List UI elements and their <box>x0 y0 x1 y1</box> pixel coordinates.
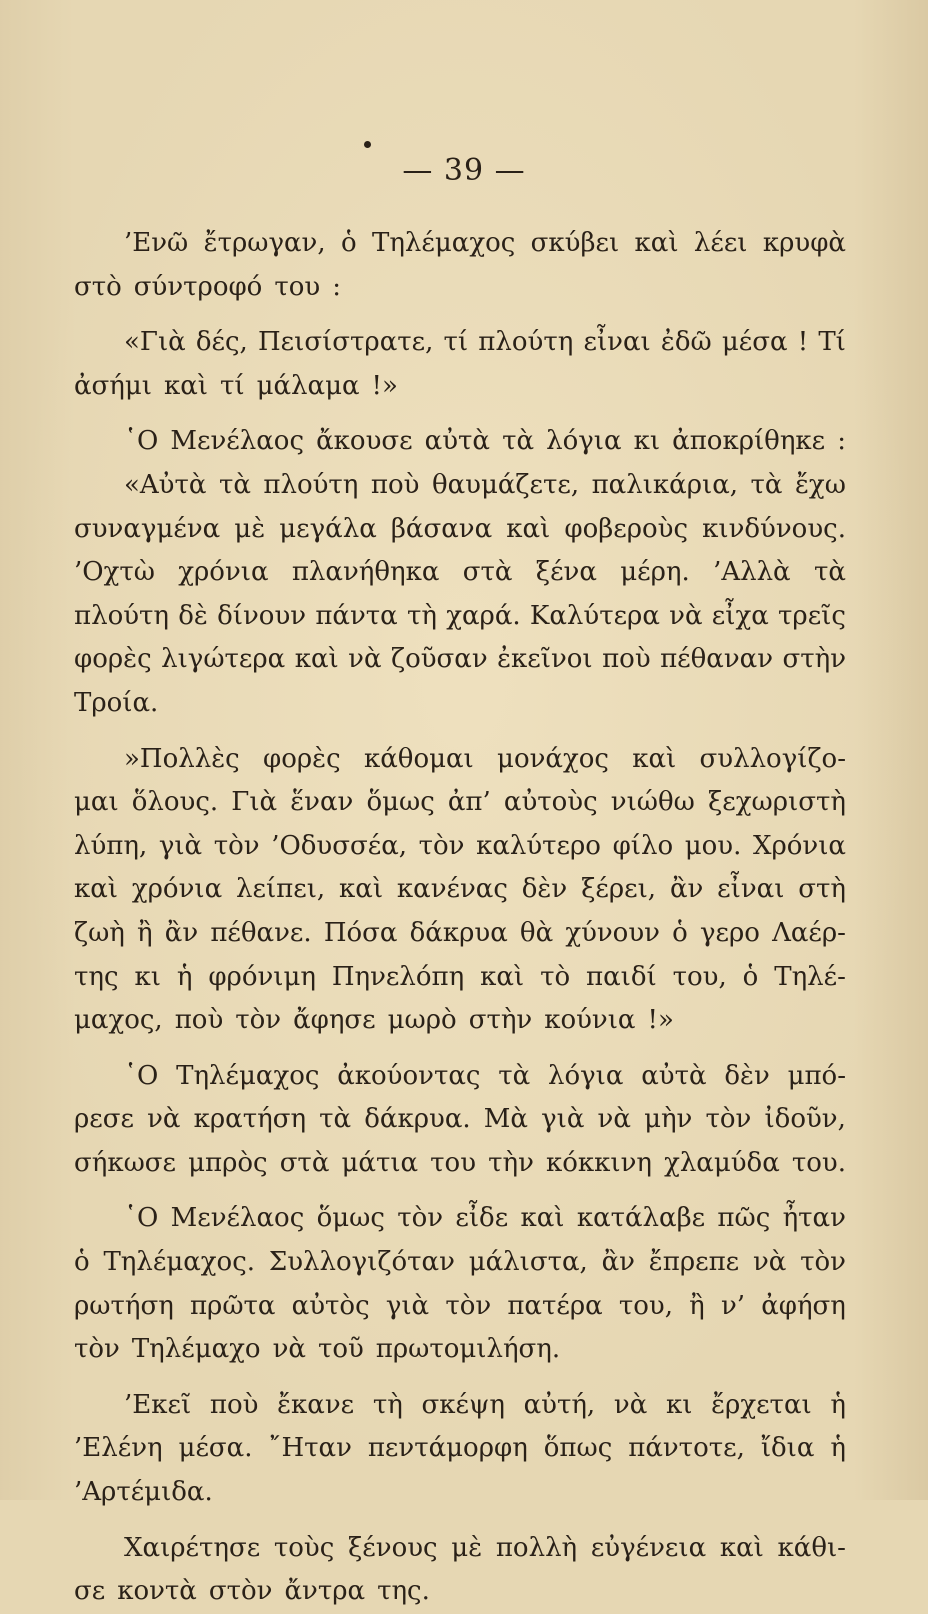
word: λόγια <box>548 1060 624 1091</box>
word: ζοῦσαν <box>390 644 488 675</box>
word: στὰ <box>462 557 513 588</box>
word: ὅπως <box>543 1433 613 1464</box>
text-line <box>74 1384 846 1428</box>
word: φορὲς <box>74 644 152 675</box>
word: κι <box>134 961 161 992</box>
word: γιὰ <box>158 830 203 861</box>
word: ἀποκρίθηκε <box>672 426 826 457</box>
word: ’Εκεῖ <box>124 1389 192 1420</box>
text-line <box>74 595 846 639</box>
word: φοβεροὺς <box>564 513 689 544</box>
ink-dot <box>364 141 371 148</box>
word: μωρὸ <box>387 1005 457 1036</box>
word: Τροία. <box>74 687 159 718</box>
text-line <box>74 1471 846 1515</box>
word: αὐτὰ <box>641 1060 707 1091</box>
word: τὰ <box>813 557 846 588</box>
word: στὰ <box>279 1147 330 1178</box>
text-line <box>74 956 846 1000</box>
word: ποὺ <box>174 1005 224 1036</box>
word: !» <box>371 370 398 401</box>
word: δὲν <box>724 1060 770 1091</box>
word: ’Ενῶ <box>124 228 189 258</box>
word: στὴν <box>468 1005 533 1036</box>
text-line <box>74 222 846 266</box>
word: ῎Ηταν <box>268 1433 352 1464</box>
word: καὶ <box>339 874 384 905</box>
text-line <box>74 266 846 310</box>
word: του, <box>672 961 727 992</box>
word: τὰ <box>218 469 251 500</box>
word: Πόσα <box>323 917 398 948</box>
word: μέσα. <box>178 1433 253 1464</box>
word: τὴν <box>488 1147 534 1178</box>
text-line <box>74 1328 846 1372</box>
word: καὶ <box>163 370 208 401</box>
word: Τηλέμαχος <box>372 228 516 258</box>
word: νιώθω <box>610 787 695 818</box>
word: κατάλαβε <box>576 1203 706 1234</box>
word: τὰ <box>319 1104 352 1135</box>
text-line <box>74 868 846 912</box>
word: της. <box>377 1576 430 1607</box>
word: του <box>274 271 321 302</box>
word: κούνια <box>544 1005 636 1036</box>
word: ξεχωριστὴ <box>707 787 846 818</box>
word: του, <box>618 1290 673 1321</box>
word: πάντα <box>315 600 398 631</box>
word: ποὺ <box>370 469 420 500</box>
word: Μενέλαος <box>170 1203 305 1234</box>
word: νὰ <box>272 1334 306 1365</box>
word: χαρά. <box>446 600 521 631</box>
word: δάκρυα <box>409 917 508 948</box>
word: γιὰ <box>385 1290 430 1321</box>
word: : <box>332 271 341 302</box>
word: τὸν <box>213 830 260 861</box>
word: καὶ <box>74 874 119 905</box>
word: τὴ <box>372 1389 403 1420</box>
word: ὁ <box>742 961 759 992</box>
word: ποὺ <box>602 644 651 675</box>
word: ἄφησε <box>293 1005 376 1036</box>
word: ὁ <box>672 917 688 948</box>
word: κι <box>633 426 661 457</box>
word: ἢ <box>689 1290 705 1321</box>
text-line <box>74 1197 846 1241</box>
word: τί <box>220 370 245 401</box>
word: πῶς <box>717 1203 771 1234</box>
word: ῾Ο <box>124 1060 159 1091</box>
word: μου. <box>684 830 742 861</box>
word: μαχος, <box>74 1005 163 1036</box>
word: ἄκουσε <box>316 426 413 457</box>
word: νὰ <box>752 1247 787 1278</box>
word: ἄντρα <box>284 1576 366 1607</box>
word: του <box>430 1147 477 1178</box>
word: μὲ <box>234 513 266 544</box>
word: πολλὴ <box>495 1532 578 1563</box>
word: ἔκανε <box>277 1389 355 1420</box>
word: λύπη, <box>74 830 148 861</box>
word: σκέψη <box>421 1389 505 1420</box>
word: αὐτὸς <box>291 1290 370 1321</box>
word: ἰδοῦν, <box>764 1104 846 1135</box>
word: μάλιστα, <box>468 1247 588 1278</box>
word: ποὺ <box>209 1389 259 1420</box>
word: γιὰ <box>541 1104 585 1135</box>
word: ὁ <box>74 1247 90 1278</box>
word: πεντάμορφη <box>367 1433 528 1464</box>
word: ὅμως <box>366 787 435 818</box>
word: ῾Ο <box>124 1203 159 1234</box>
word: νὰ <box>597 1104 631 1135</box>
word: πάντοτε, <box>628 1433 745 1464</box>
word: «Γιὰ <box>124 327 186 358</box>
word: κάθι- <box>777 1532 846 1563</box>
page-text <box>74 222 846 1614</box>
word: εἶναι <box>717 874 785 905</box>
word: μέσα <box>721 327 788 358</box>
word: ἔπρεπε <box>648 1247 740 1278</box>
word: δές, <box>195 327 248 358</box>
text-line <box>74 912 846 956</box>
word: τὸν <box>235 1005 282 1036</box>
word: κάθομαι <box>363 743 474 774</box>
word: ζωὴ <box>74 917 125 948</box>
word: ἂν <box>601 1247 635 1278</box>
word: ρεσε <box>74 1104 134 1135</box>
word: τρεῖς <box>778 600 846 631</box>
word: καὶ <box>632 743 677 774</box>
word: τοῦ <box>317 1334 364 1365</box>
text-line <box>74 464 846 508</box>
word: τί <box>443 327 469 358</box>
word: χλαμύδα <box>664 1147 780 1178</box>
word: «Αὐτὰ <box>124 469 207 500</box>
word: μπρὸς <box>188 1147 268 1178</box>
word: εἶναι <box>583 327 651 358</box>
word: Πηνελόπη <box>331 961 465 992</box>
word: ἀκούοντας <box>337 1060 481 1091</box>
text-line <box>74 1285 846 1329</box>
word: καὶ <box>480 961 525 992</box>
word: τὸν <box>445 1290 492 1321</box>
word: τὰ <box>750 469 783 500</box>
word: καὶ <box>520 1203 565 1234</box>
word: ἡ <box>176 961 193 992</box>
word: λείπει, <box>236 874 326 905</box>
word: σε <box>74 1576 106 1607</box>
word: φίλο <box>612 830 674 861</box>
word: μάλαμα <box>256 370 360 401</box>
word: ἡ <box>830 1433 846 1464</box>
word: της <box>74 961 119 992</box>
text-line <box>74 365 846 409</box>
word: τὸν <box>74 1334 120 1365</box>
text-line <box>74 508 846 552</box>
word: σήκωσε <box>74 1147 176 1178</box>
word: γερο <box>699 917 760 948</box>
word: τὸ <box>540 961 571 992</box>
text-line <box>74 1570 846 1614</box>
word: Χαιρέτησε <box>124 1532 261 1563</box>
word: δὲν <box>521 874 568 905</box>
word: βάσανα <box>390 513 493 544</box>
text-line <box>74 682 846 726</box>
word: μάτια <box>341 1147 419 1178</box>
word: ξένα <box>535 557 597 588</box>
word: ὅμως <box>316 1203 385 1234</box>
text-line <box>74 825 846 869</box>
word: νὰ <box>348 644 382 675</box>
word: του. <box>791 1147 846 1178</box>
word: λέει <box>693 228 748 258</box>
text-line <box>74 638 846 682</box>
word: μέρη. <box>620 557 690 588</box>
word: Τηλέμαχο <box>131 1334 261 1365</box>
word: πέθανε. <box>210 917 312 948</box>
word: τοὺς <box>273 1532 335 1563</box>
word: ἔρχεται <box>711 1389 812 1420</box>
word: ὁ <box>340 228 357 258</box>
word: στὸν <box>208 1576 273 1607</box>
word: εἶχα <box>711 600 769 631</box>
word: αὐτὰ <box>424 426 490 457</box>
text-line <box>74 1527 846 1571</box>
word: Τί <box>818 327 846 358</box>
word: θὰ <box>519 917 554 948</box>
word: ξέρει, <box>581 874 657 905</box>
word: στὴ <box>798 874 846 905</box>
page-number: — 39 — <box>402 153 526 188</box>
word: νὰ <box>147 1104 181 1135</box>
word: !» <box>647 1005 674 1036</box>
text-line <box>74 1142 846 1186</box>
word: φορὲς <box>263 743 341 774</box>
word: Καλύτερα <box>529 600 660 631</box>
text-line <box>74 1427 846 1471</box>
text-line <box>74 551 846 595</box>
word: ῾Ο <box>124 426 159 457</box>
word: ρωτήση <box>74 1290 174 1321</box>
word: καὶ <box>719 1532 764 1563</box>
text-line <box>74 1098 846 1142</box>
word: νὰ <box>613 1389 648 1420</box>
word: : <box>837 426 846 457</box>
text-line <box>74 781 846 825</box>
word: μὴν <box>644 1104 693 1135</box>
word: δάκρυα. <box>364 1104 471 1135</box>
word: Χρόνια <box>752 830 846 861</box>
word: μεγάλα <box>279 513 377 544</box>
word: ἡ <box>830 1389 846 1420</box>
word: Λαέρ- <box>772 917 846 948</box>
word: Συλλογιζόταν <box>268 1247 455 1278</box>
word: καὶ <box>294 644 339 675</box>
word: καλύτερο <box>476 830 601 861</box>
word: πατέρα <box>507 1290 603 1321</box>
word: ’Αρτέμιδα. <box>74 1477 213 1508</box>
word: κι <box>665 1389 693 1420</box>
word: δὲ <box>178 600 208 631</box>
word: ’Ελένη <box>74 1433 163 1464</box>
word: ἀφήση <box>761 1290 846 1321</box>
word: νὰ <box>669 600 703 631</box>
word: τὴ <box>407 600 437 631</box>
word: ἕναν <box>290 787 354 818</box>
word: στὴν <box>782 644 846 675</box>
word: αὐτή, <box>523 1389 596 1420</box>
word: εἶδε <box>455 1203 509 1234</box>
word: χύνουν <box>565 917 660 948</box>
word: πλούτη <box>74 600 169 631</box>
word: Πεισίστρατε, <box>258 327 434 358</box>
word: ἐκεῖνοι <box>497 644 593 675</box>
word: μπό- <box>787 1060 846 1091</box>
word: συναγμένα <box>74 513 221 544</box>
word: καὶ <box>506 513 551 544</box>
word: παλικάρια, <box>591 469 739 500</box>
text-line <box>74 738 846 782</box>
word: ἦταν <box>782 1203 846 1234</box>
text-line <box>74 420 846 464</box>
word: καὶ <box>634 228 679 258</box>
word: ἐδῶ <box>660 327 712 358</box>
word: πρωτομιλήση. <box>375 1334 561 1365</box>
word: πλούτη <box>478 327 574 358</box>
word: τὸν <box>418 830 465 861</box>
word: ἔχω <box>794 469 846 500</box>
text-line <box>74 321 846 365</box>
word: πρῶτα <box>189 1290 276 1321</box>
word: τὸν <box>800 1247 846 1278</box>
word: Μενέλαος <box>170 426 305 457</box>
word: ἀπ’ <box>447 787 491 818</box>
word: παιδί <box>586 961 657 992</box>
word: Τηλέμαχος. <box>103 1247 256 1278</box>
word: ἔτρωγαν, <box>203 228 326 258</box>
word: Τηλέ- <box>774 961 846 992</box>
word: ἂν <box>669 874 704 905</box>
word: ἢ <box>137 917 153 948</box>
word: ἴδια <box>760 1433 815 1464</box>
word: ὅλους. <box>131 787 219 818</box>
word: φρόνιμη <box>208 961 316 992</box>
word: μαι <box>74 787 119 818</box>
word: χρόνια <box>178 557 269 588</box>
word: κανένας <box>396 874 508 905</box>
word: κρυφὰ <box>762 228 846 258</box>
word: ξένους <box>347 1532 438 1563</box>
word: μὲ <box>451 1532 483 1563</box>
word: πλούτη <box>263 469 359 500</box>
text-line <box>74 1055 846 1099</box>
word: τὸν <box>705 1104 752 1135</box>
word: κινδύνους. <box>702 513 846 544</box>
word: τὰ <box>498 1060 531 1091</box>
word: λιγώτερα <box>161 644 286 675</box>
word: ’Οχτὼ <box>74 557 155 588</box>
word: εὐγένεια <box>590 1532 707 1563</box>
word: θαυμάζετε, <box>431 469 580 500</box>
word: Μὰ <box>483 1104 528 1135</box>
word: στὸ <box>74 271 122 302</box>
word: ’Οδυσσέα, <box>271 830 408 861</box>
word: πλανήθηκα <box>291 557 440 588</box>
word: ’Αλλὰ <box>713 557 791 588</box>
word: σύντροφό <box>133 271 263 302</box>
text-line <box>74 999 846 1043</box>
word: ν’ <box>720 1290 746 1321</box>
word: πέθαναν <box>660 644 774 675</box>
text-line <box>74 1241 846 1285</box>
word: κρατήση <box>193 1104 307 1135</box>
word: αὐτοὺς <box>503 787 598 818</box>
word: δίνουν <box>217 600 307 631</box>
word: συλλογίζο- <box>699 743 846 774</box>
word: Τηλέμαχος <box>176 1060 320 1091</box>
word: ἂν <box>164 917 199 948</box>
word: ἀσήμι <box>74 370 152 401</box>
word: σκύβει <box>530 228 620 258</box>
word: »Πολλὲς <box>124 743 240 774</box>
word: χρόνια <box>131 874 223 905</box>
word: τὸν <box>397 1203 444 1234</box>
word: κοντὰ <box>117 1576 197 1607</box>
word: μονάχος <box>497 743 609 774</box>
word: τὰ <box>502 426 535 457</box>
word: Γιὰ <box>231 787 278 818</box>
word: λόγια <box>546 426 622 457</box>
word: κόκκινη <box>545 1147 652 1178</box>
word: ! <box>797 327 809 358</box>
